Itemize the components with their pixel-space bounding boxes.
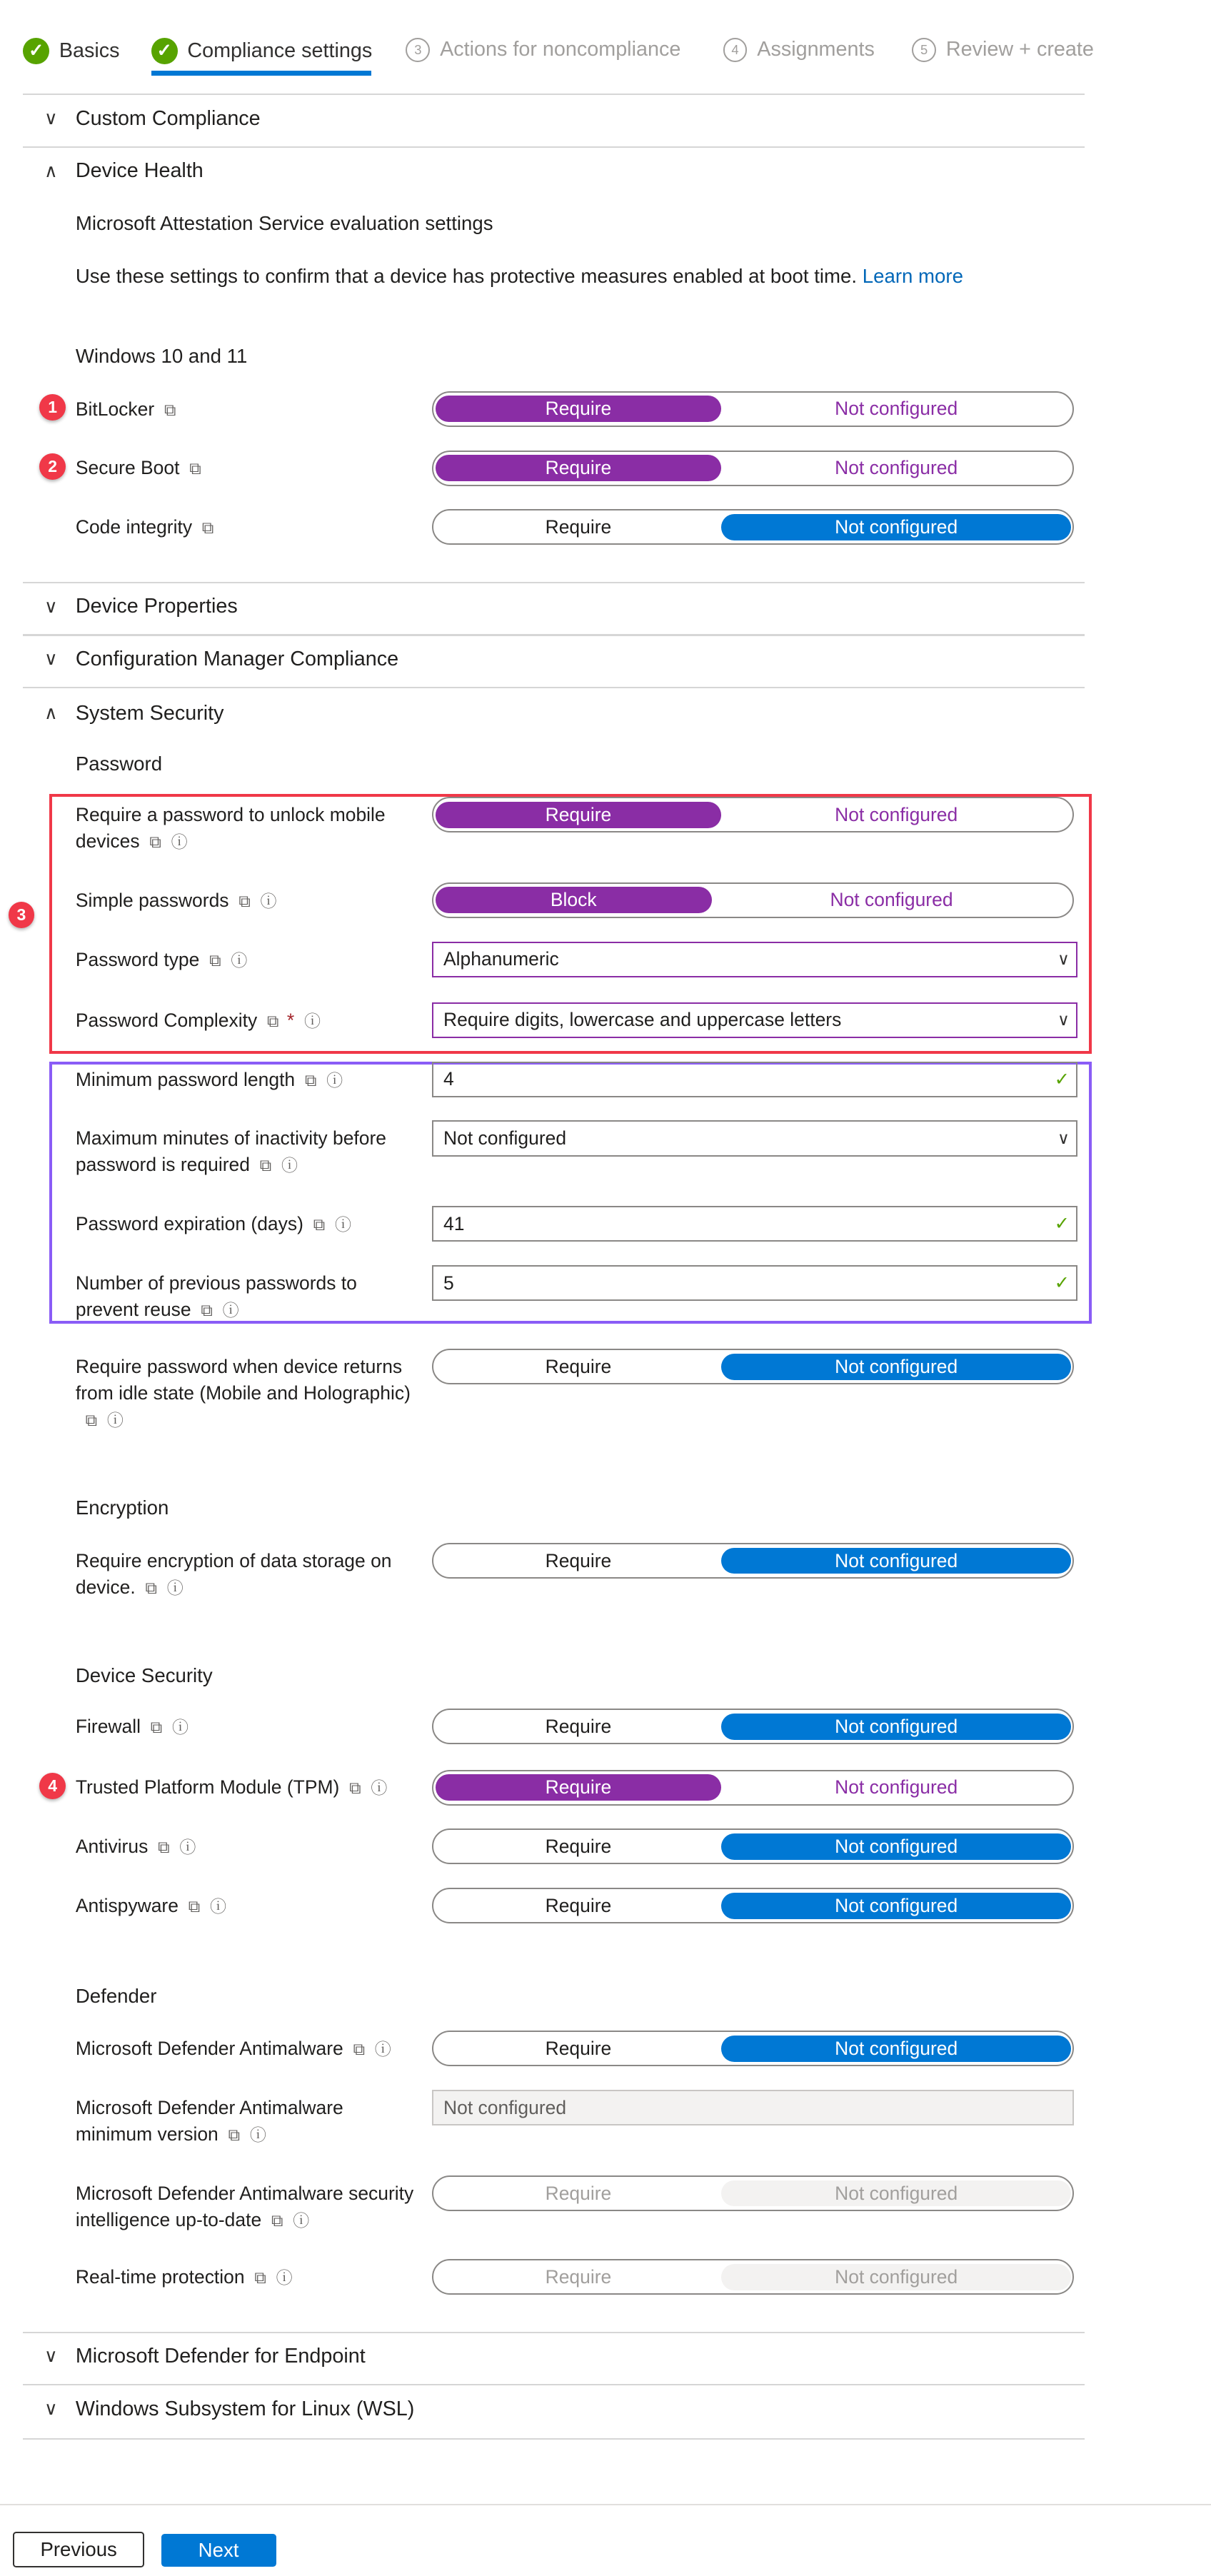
info-icon[interactable]: ⓘ [371,1778,388,1798]
chevron-up-icon: ∧ [44,703,58,724]
check-circle-icon: ✓ [23,38,49,64]
learn-more-link[interactable]: Learn more [862,264,963,287]
simple-passwords-toggle[interactable]: Block Not configured [432,882,1074,918]
setting-password-type: Password type ⧉ ⓘ Alphanumeric ∨ [0,942,1211,978]
setting-password-expiration: Password expiration (days) ⧉ ⓘ 41 ✓ [0,1206,1211,1242]
copy-icon[interactable]: ⧉ [201,1300,213,1319]
security-intelligence-toggle[interactable]: Require Not configured [432,2175,1074,2211]
attestation-subtitle: Microsoft Attestation Service evaluation settings [75,211,493,234]
previous-button[interactable]: Previous [13,2532,144,2567]
min-password-length-input[interactable]: 4 ✓ [432,1062,1077,1097]
required-indicator: * [286,1009,295,1031]
firewall-toggle[interactable]: Require Not configured [432,1709,1074,1744]
setting-antivirus: Antivirus ⧉ ⓘ Require Not configured [0,1828,1211,1865]
require-password-toggle[interactable]: Require Not configured [432,797,1074,832]
info-icon[interactable]: ⓘ [209,1897,226,1916]
group-heading-password: Password [75,752,163,775]
chevron-down-icon: ∨ [44,649,58,670]
section-defender-endpoint[interactable]: ∨ Microsoft Defender for Endpoint [39,2345,366,2368]
divider [23,2438,1085,2440]
copy-icon[interactable]: ⧉ [158,1838,170,1857]
copy-icon[interactable]: ⧉ [188,1897,201,1916]
setting-firewall: Firewall ⧉ ⓘ Require Not configured [0,1709,1211,1745]
step-number-icon: 3 [406,38,430,62]
step-review-create[interactable]: 5 Review + create [912,38,1094,62]
copy-icon[interactable]: ⧉ [228,2125,241,2144]
info-icon[interactable]: ⓘ [293,2210,310,2230]
next-button[interactable]: Next [161,2534,276,2567]
checkmark-icon: ✓ [1054,1214,1070,1234]
copy-icon[interactable]: ⧉ [209,950,221,970]
copy-icon[interactable]: ⧉ [271,2210,283,2230]
section-system-security[interactable]: ∧ System Security [39,702,223,725]
step-compliance-settings[interactable]: ✓ Compliance settings [151,38,373,64]
antispyware-toggle[interactable]: Require Not configured [432,1888,1074,1923]
tpm-toggle[interactable]: Require Not configured [432,1770,1074,1806]
info-icon[interactable]: ⓘ [222,1300,239,1319]
device-health-description: Use these settings to confirm that a device has protective measures enabled at boot time. Learn more [75,264,963,287]
setting-encryption: Require encryption of data storage on device. ⧉ ⓘ Require Not configured [0,1543,1211,1579]
setting-code-integrity: Code integrity ⧉ Require Not configured [0,509,1211,545]
copy-icon[interactable]: ⧉ [254,2268,266,2288]
info-icon[interactable]: ⓘ [166,1578,184,1597]
divider [23,146,1085,148]
copy-icon[interactable]: ⧉ [266,1011,279,1030]
section-device-properties[interactable]: ∨ Device Properties [39,595,238,618]
antimalware-min-version-input[interactable]: Not configured [432,2090,1074,2125]
chevron-down-icon: ∨ [1057,1128,1070,1147]
check-circle-icon: ✓ [151,38,178,64]
chevron-down-icon: ∨ [44,2346,58,2367]
setting-require-password: Require a password to unlock mobile devices ⧉ ⓘ Require Not configured [0,797,1211,833]
group-heading-device-security: Device Security [75,1664,213,1687]
copy-icon[interactable]: ⧉ [238,891,251,910]
setting-antimalware-min-version: Microsoft Defender Antimalware minimum version ⧉ ⓘ Not configured [0,2090,1211,2126]
divider [23,582,1085,583]
group-heading-encryption: Encryption [75,1496,169,1519]
step-basics[interactable]: ✓ Basics [23,38,119,64]
setting-min-password-length: Minimum password length ⧉ ⓘ 4 ✓ [0,1062,1211,1098]
setting-max-inactivity: Maximum minutes of inactivity before password is required ⧉ ⓘ Not configured ∨ [0,1120,1211,1157]
info-icon[interactable]: ⓘ [326,1070,343,1090]
active-step-indicator [151,71,371,76]
password-type-dropdown[interactable]: Alphanumeric ∨ [432,942,1077,977]
setting-password-complexity: Password Complexity ⧉ * ⓘ Require digits, lowercase and uppercase letters ∨ [0,1002,1211,1039]
checkmark-icon: ✓ [1054,1069,1070,1090]
previous-passwords-input[interactable]: 5 ✓ [432,1265,1077,1301]
info-icon[interactable]: ⓘ [260,891,277,910]
defender-antimalware-toggle[interactable]: Require Not configured [432,2031,1074,2066]
copy-icon[interactable]: ⧉ [349,1778,361,1798]
info-icon[interactable]: ⓘ [106,1410,124,1429]
idle-return-toggle[interactable]: Require Not configured [432,1349,1074,1384]
divider [23,687,1085,688]
divider [23,94,1085,95]
chevron-down-icon: ∨ [1057,1010,1070,1030]
info-icon[interactable]: ⓘ [171,832,188,851]
secure-boot-toggle[interactable]: Require Not configured [432,451,1074,486]
info-icon[interactable]: ⓘ [276,2268,293,2288]
realtime-protection-toggle[interactable]: Require Not configured [432,2259,1074,2295]
antivirus-toggle[interactable]: Require Not configured [432,1828,1074,1864]
encryption-toggle[interactable]: Require Not configured [432,1543,1074,1579]
chevron-down-icon: ∨ [44,2399,58,2420]
copy-icon[interactable]: ⧉ [164,400,176,419]
copy-icon[interactable]: ⧉ [145,1578,157,1597]
copy-icon[interactable]: ⧉ [150,1718,163,1737]
divider [23,2332,1085,2333]
setting-previous-passwords: Number of previous passwords to prevent reuse ⧉ ⓘ 5 ✓ [0,1265,1211,1302]
setting-simple-passwords: Simple passwords ⧉ ⓘ Block Not configured [0,882,1211,919]
section-config-manager[interactable]: ∨ Configuration Manager Compliance [39,648,398,671]
group-heading-defender: Defender [75,1984,157,2007]
step-actions-noncompliance[interactable]: 3 Actions for noncompliance [406,38,680,62]
chevron-down-icon: ∨ [44,596,58,617]
copy-icon[interactable]: ⧉ [149,832,161,851]
chevron-down-icon: ∨ [1057,950,1070,969]
info-icon[interactable]: ⓘ [231,950,248,970]
copy-icon[interactable]: ⧉ [85,1410,98,1429]
group-heading-windows: Windows 10 and 11 [75,345,248,368]
divider [23,2384,1085,2385]
annotation-badge-4: 4 [39,1773,66,1799]
chevron-up-icon: ∧ [44,161,58,181]
annotation-badge-2: 2 [39,453,66,480]
annotation-badge-1: 1 [39,394,66,421]
setting-realtime-protection: Real-time protection ⧉ ⓘ Require Not configured [0,2259,1211,2295]
info-icon[interactable]: ⓘ [172,1718,189,1737]
setting-secure-boot: Secure Boot ⧉ Require Not configured [0,451,1211,487]
setting-tpm: Trusted Platform Module (TPM) ⧉ ⓘ Require Not configured [0,1770,1211,1806]
section-wsl[interactable]: ∨ Windows Subsystem for Linux (WSL) [39,2398,414,2421]
setting-security-intelligence: Microsoft Defender Antimalware security intelligence up-to-date ⧉ ⓘ Require Not configured [0,2175,1211,2212]
setting-idle-return-password: Require password when device returns from idle state (Mobile and Holographic)⧉ ⓘ Require Not configured [0,1349,1211,1385]
password-complexity-dropdown[interactable]: Require digits, lowercase and uppercase letters ∨ [432,1002,1077,1038]
divider [23,634,1085,635]
footer-divider [0,2504,1211,2505]
copy-icon[interactable]: ⧉ [313,1215,326,1234]
copy-icon[interactable]: ⧉ [189,459,201,478]
copy-icon[interactable]: ⧉ [259,1156,272,1175]
setting-bitlocker: BitLocker ⧉ Require Not configured [0,391,1211,428]
info-icon[interactable]: ⓘ [374,2040,391,2059]
info-icon[interactable]: ⓘ [179,1838,196,1857]
chevron-down-icon: ∨ [44,109,58,129]
section-device-health[interactable]: ∧ Device Health [39,159,203,183]
info-icon[interactable]: ⓘ [304,1011,321,1030]
setting-antispyware: Antispyware ⧉ ⓘ Require Not configured [0,1888,1211,1924]
section-custom-compliance[interactable]: ∨ Custom Compliance [39,107,260,131]
max-inactivity-dropdown[interactable]: Not configured ∨ [432,1120,1077,1156]
setting-defender-antimalware: Microsoft Defender Antimalware ⧉ ⓘ Require Not configured [0,2031,1211,2067]
password-expiration-input[interactable]: 41 ✓ [432,1206,1077,1242]
step-number-icon: 4 [723,38,748,62]
bitlocker-toggle[interactable]: Require Not configured [432,391,1074,427]
step-number-icon: 5 [912,38,936,62]
info-icon[interactable]: ⓘ [334,1215,351,1234]
code-integrity-toggle[interactable]: Require Not configured [432,509,1074,545]
copy-icon[interactable]: ⧉ [201,518,214,538]
step-assignments[interactable]: 4 Assignments [723,38,875,62]
copy-icon[interactable]: ⧉ [353,2040,365,2059]
checkmark-icon: ✓ [1054,1273,1070,1293]
copy-icon[interactable]: ⧉ [304,1070,317,1090]
annotation-badge-3: 3 [9,902,35,928]
info-icon[interactable]: ⓘ [281,1156,298,1175]
info-icon[interactable]: ⓘ [249,2125,266,2144]
